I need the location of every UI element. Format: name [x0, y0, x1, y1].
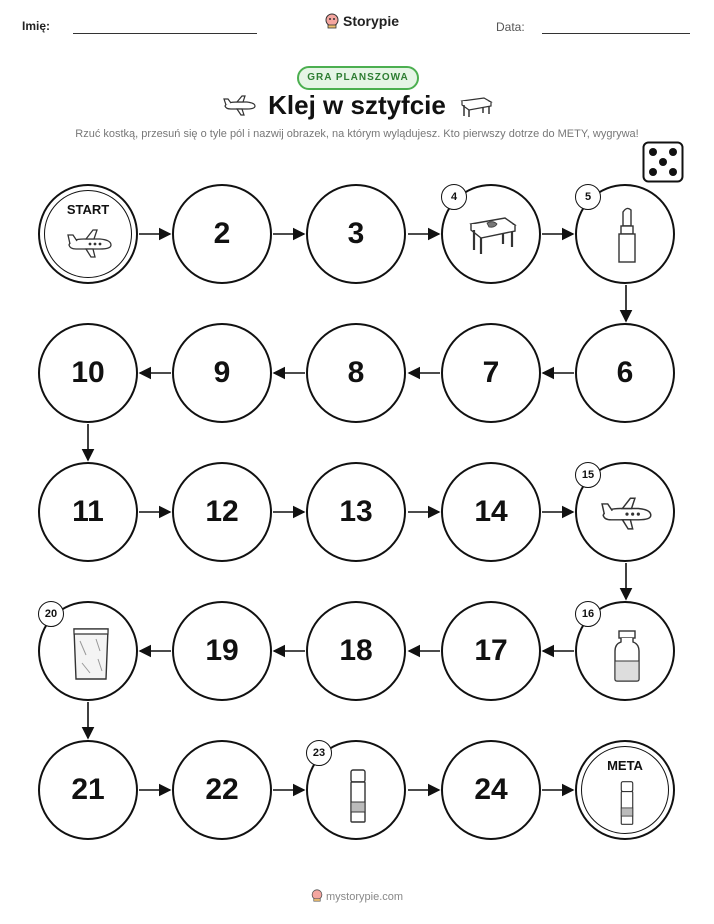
footer-url[interactable]: mystorypie.com [326, 891, 404, 903]
board-cell-11[interactable] [38, 462, 138, 562]
cell-number: 9 [213, 356, 231, 389]
footer [0, 889, 714, 903]
board-cell-12[interactable] [172, 462, 272, 562]
page-title: Klej w sztyfcie [268, 90, 446, 120]
cell-number: 21 [71, 773, 105, 806]
cell-number: 19 [205, 634, 239, 667]
board-cell-10[interactable] [38, 323, 138, 423]
cell-number-badge: 16 [575, 601, 601, 627]
cell-number: 24 [474, 773, 508, 806]
board-cell-3[interactable] [306, 184, 406, 284]
board-cell-23[interactable] [306, 740, 406, 840]
board-cell-2[interactable] [172, 184, 272, 284]
cell-number: 7 [482, 356, 500, 389]
airplane-icon [599, 496, 655, 530]
finish-label: META [607, 758, 643, 773]
glue-stick-icon [347, 768, 369, 824]
board-cell-19[interactable] [172, 601, 272, 701]
board-cell-17[interactable] [441, 601, 541, 701]
start-label: START [66, 202, 110, 217]
date-label: Data: [496, 20, 525, 34]
cell-number: 12 [205, 495, 239, 528]
cell-number: 6 [616, 356, 634, 389]
board-cell-7[interactable] [441, 323, 541, 423]
airplane-icon [66, 228, 114, 258]
board-cell-15[interactable] [575, 462, 675, 562]
board-cell-20[interactable] [38, 601, 138, 701]
board-cell-13[interactable] [306, 462, 406, 562]
board-cell-9[interactable] [172, 323, 272, 423]
board-cell-6[interactable] [575, 323, 675, 423]
cell-number-badge: 20 [38, 601, 64, 627]
board-cell-4[interactable] [441, 184, 541, 284]
brand-name: Storypie [343, 13, 400, 29]
cell-number: 13 [339, 495, 373, 528]
board-cell-21[interactable] [38, 740, 138, 840]
cell-number-badge: 5 [575, 184, 601, 210]
board-cell-14[interactable] [441, 462, 541, 562]
finish-cell[interactable] [575, 740, 675, 840]
jar-icon [612, 629, 642, 683]
cell-number: 14 [474, 495, 508, 528]
cell-number: 3 [347, 217, 365, 250]
cell-number: 8 [347, 356, 365, 389]
cell-number: 10 [71, 356, 105, 389]
storypie-mascot-icon [311, 889, 323, 902]
instructions: Rzuć kostką, przesuń się o tyle pól i nazwij obrazek, na którym wylądujesz. Kto pierwszy dotrze do METY, wygrywa! [75, 128, 639, 140]
name-label: Imię: [22, 19, 51, 33]
plastic-bag-icon [68, 625, 114, 683]
board-cell-5[interactable] [575, 184, 675, 284]
lipstick-icon [615, 206, 639, 266]
cell-number-badge: 4 [441, 184, 467, 210]
cell-number-badge: 23 [306, 740, 332, 766]
table-icon [467, 214, 519, 256]
board-cell-8[interactable] [306, 323, 406, 423]
cell-number: 2 [213, 217, 231, 250]
start-cell[interactable] [38, 184, 138, 284]
game-type-badge: GRA PLANSZOWA [297, 66, 419, 90]
board-cell-16[interactable] [575, 601, 675, 701]
cell-number: 22 [205, 773, 239, 806]
board-cell-18[interactable] [306, 601, 406, 701]
cell-number: 18 [339, 634, 373, 667]
cell-number-badge: 15 [575, 462, 601, 488]
board-cell-24[interactable] [441, 740, 541, 840]
cell-number: 11 [72, 495, 104, 528]
board-cell-22[interactable] [172, 740, 272, 840]
glue-stick-icon [618, 780, 636, 826]
cell-number: 17 [474, 634, 508, 667]
